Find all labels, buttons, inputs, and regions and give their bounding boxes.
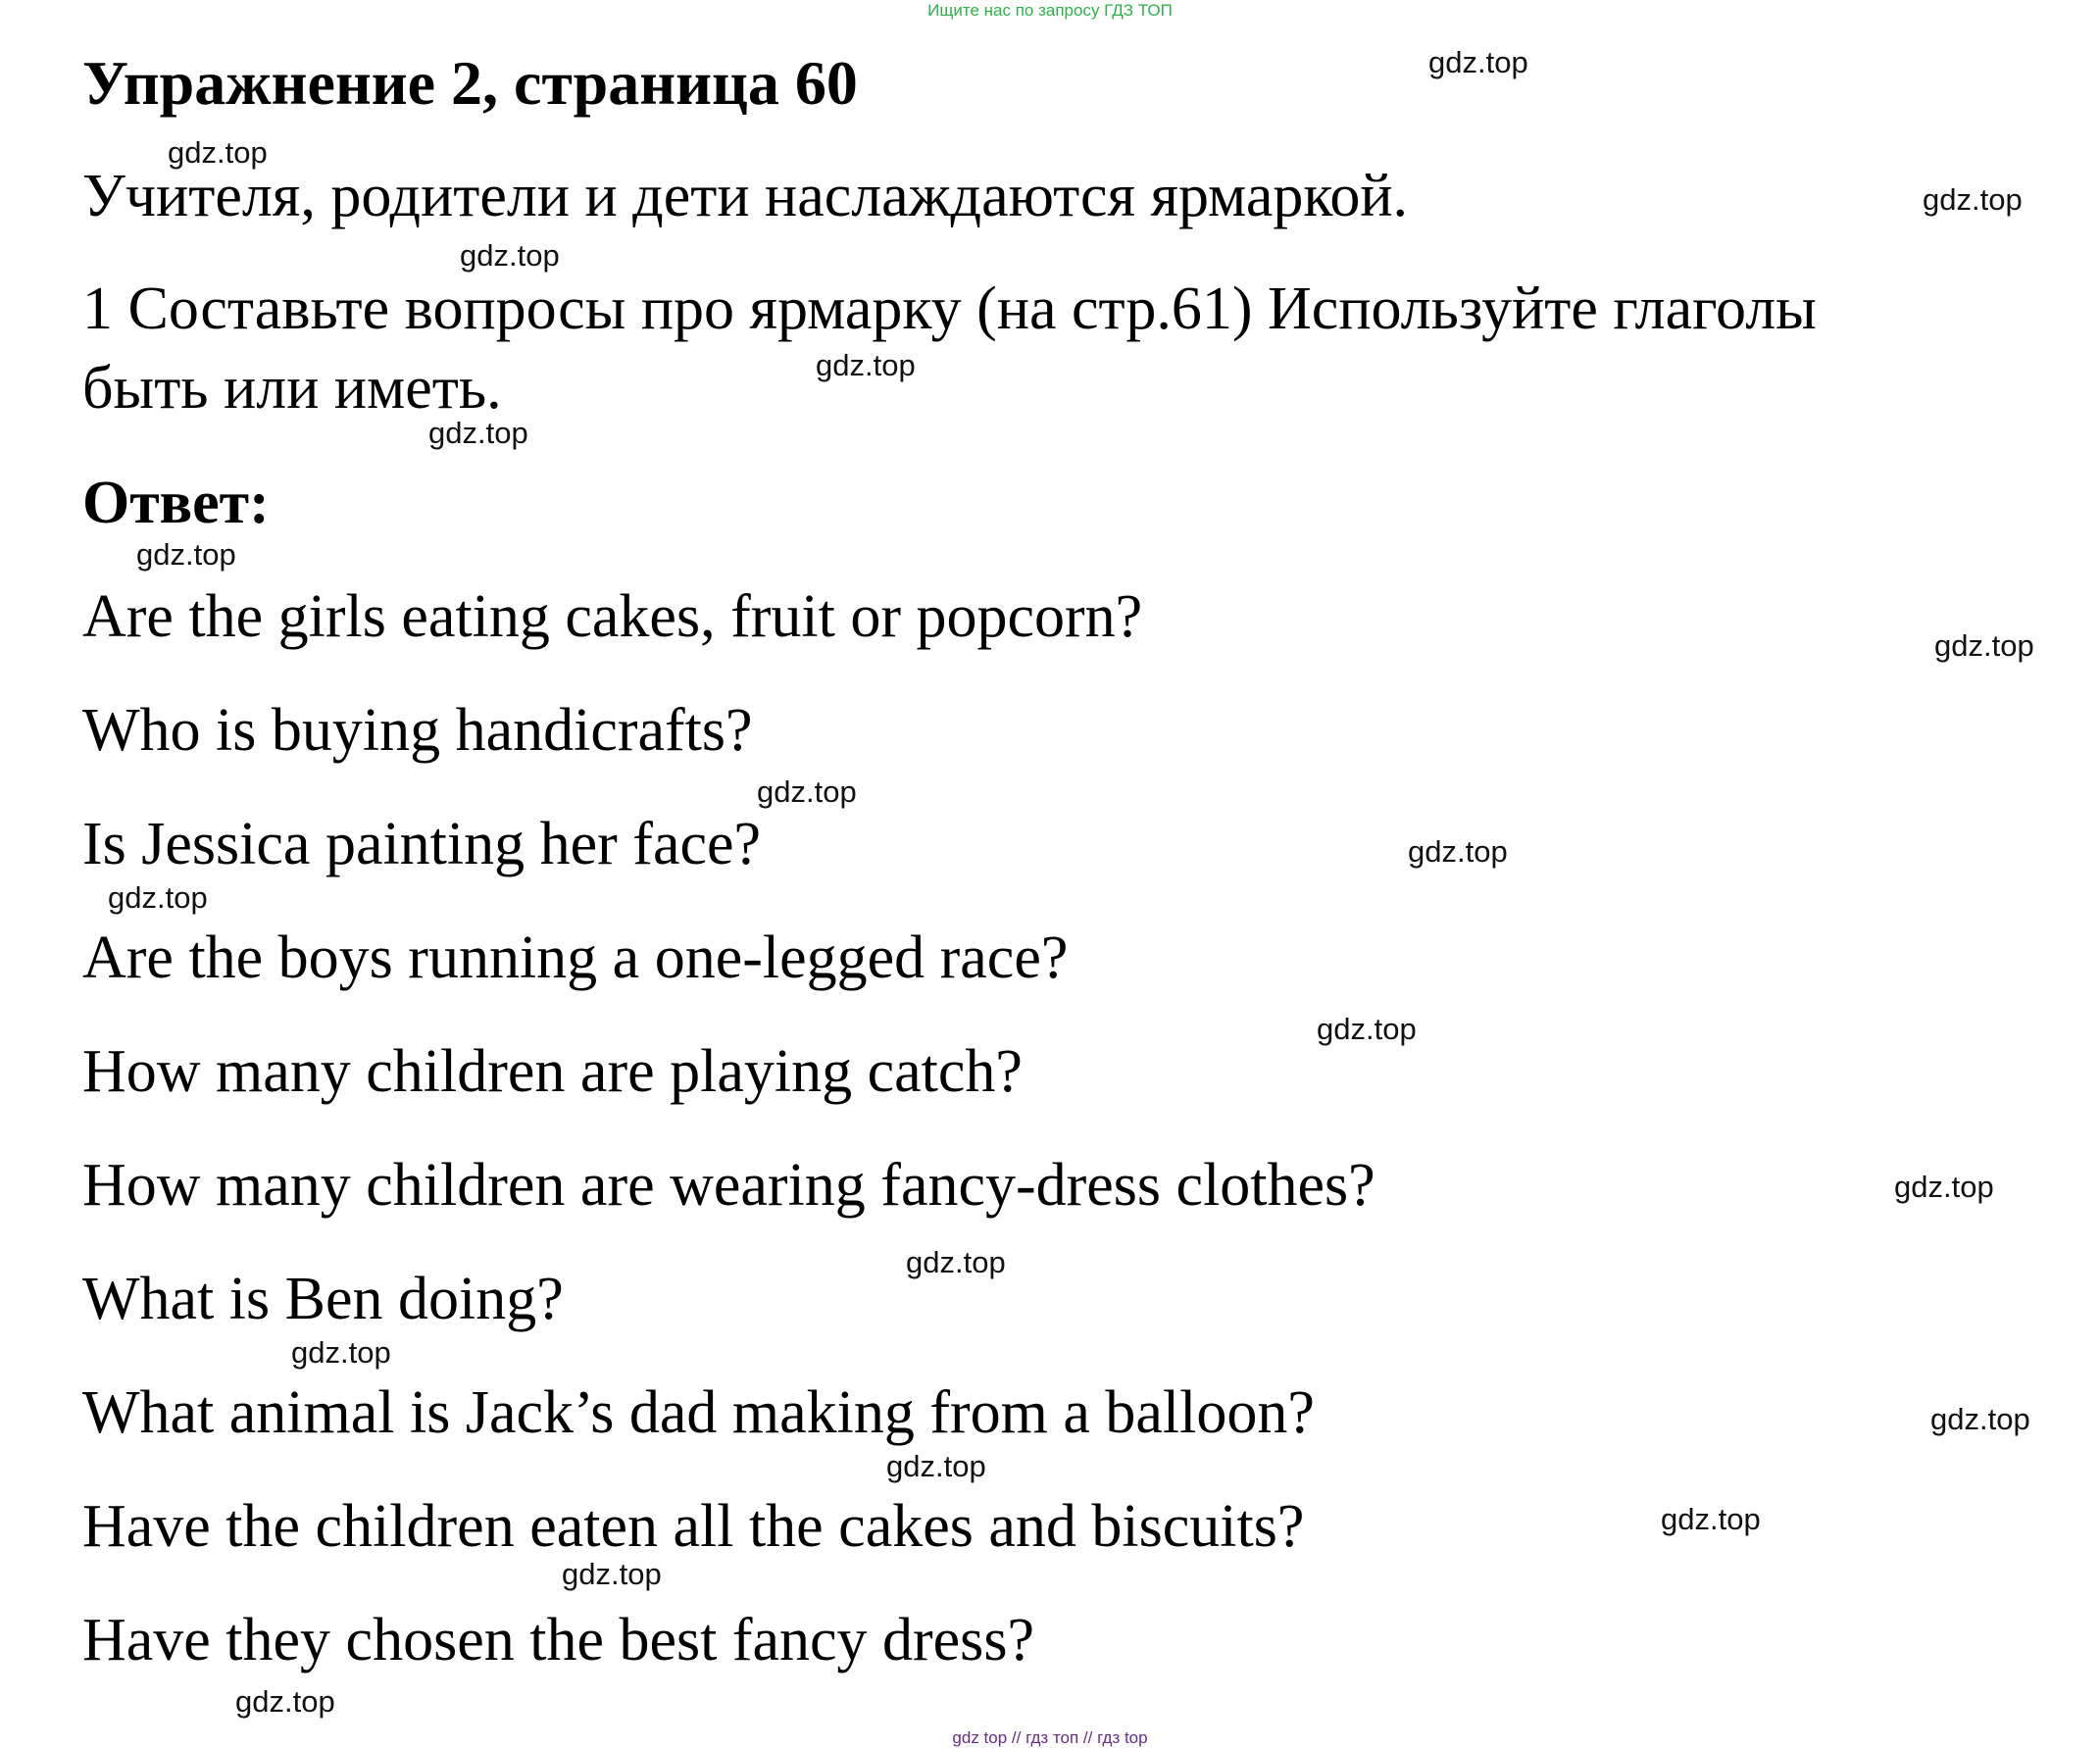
watermark: gdz.top [291, 1335, 391, 1370]
watermark: gdz.top [886, 1449, 986, 1483]
answer-line: How many children are wearing fancy-dress clothes? [82, 1152, 1375, 1219]
answer-line: What is Ben doing? [82, 1266, 564, 1332]
answer-line: Is Jessica painting her face? [82, 811, 762, 877]
answer-line: How many children are playing catch? [82, 1038, 1023, 1105]
answer-line: Have the children eaten all the cakes and biscuits? [82, 1493, 1305, 1560]
answer-line: Are the girls eating cakes, fruit or popcorn? [82, 583, 1143, 650]
answer-line: Who is buying handicrafts? [82, 697, 753, 764]
watermark: gdz.top [428, 416, 528, 450]
watermark: gdz.top [1428, 45, 1528, 79]
task-line-2: быть или иметь. [82, 355, 502, 422]
watermark: gdz.top [1661, 1502, 1761, 1536]
watermark: gdz.top [235, 1684, 335, 1719]
watermark: gdz.top [108, 880, 208, 915]
watermark: gdz.top [1317, 1012, 1417, 1046]
watermark: gdz.top [816, 348, 916, 382]
watermark: gdz.top [1894, 1170, 1994, 1204]
watermark: gdz.top [1930, 1402, 2030, 1436]
answer-line: Are the boys running a one-legged race? [82, 924, 1069, 991]
intro-line: Учителя, родители и дети наслаждаются ярмаркой. [82, 163, 1409, 229]
watermark: gdz.top [906, 1245, 1006, 1279]
watermark: gdz.top [460, 238, 560, 273]
watermark: gdz.top [1408, 834, 1508, 869]
answer-line: Have they chosen the best fancy dress? [82, 1607, 1034, 1673]
watermark: gdz.top [168, 135, 268, 170]
answer-line: What animal is Jack’s dad making from a balloon? [82, 1379, 1315, 1446]
top-banner: Ищите нас по запросу ГДЗ ТОП [927, 1, 1173, 20]
watermark: gdz.top [1923, 182, 2023, 217]
answer-label: Ответ: [82, 470, 270, 536]
page-title: Упражнение 2, страница 60 [82, 48, 858, 118]
task-line-1: 1 Составьте вопросы про ярмарку (на стр.61) Используйте глаголы [82, 275, 1817, 342]
watermark: gdz.top [136, 537, 236, 572]
watermark: gdz.top [1934, 628, 2034, 663]
footer: gdz top // гдз топ // гдз top [952, 1728, 1148, 1747]
watermark: gdz.top [562, 1557, 662, 1591]
watermark: gdz.top [757, 774, 857, 809]
